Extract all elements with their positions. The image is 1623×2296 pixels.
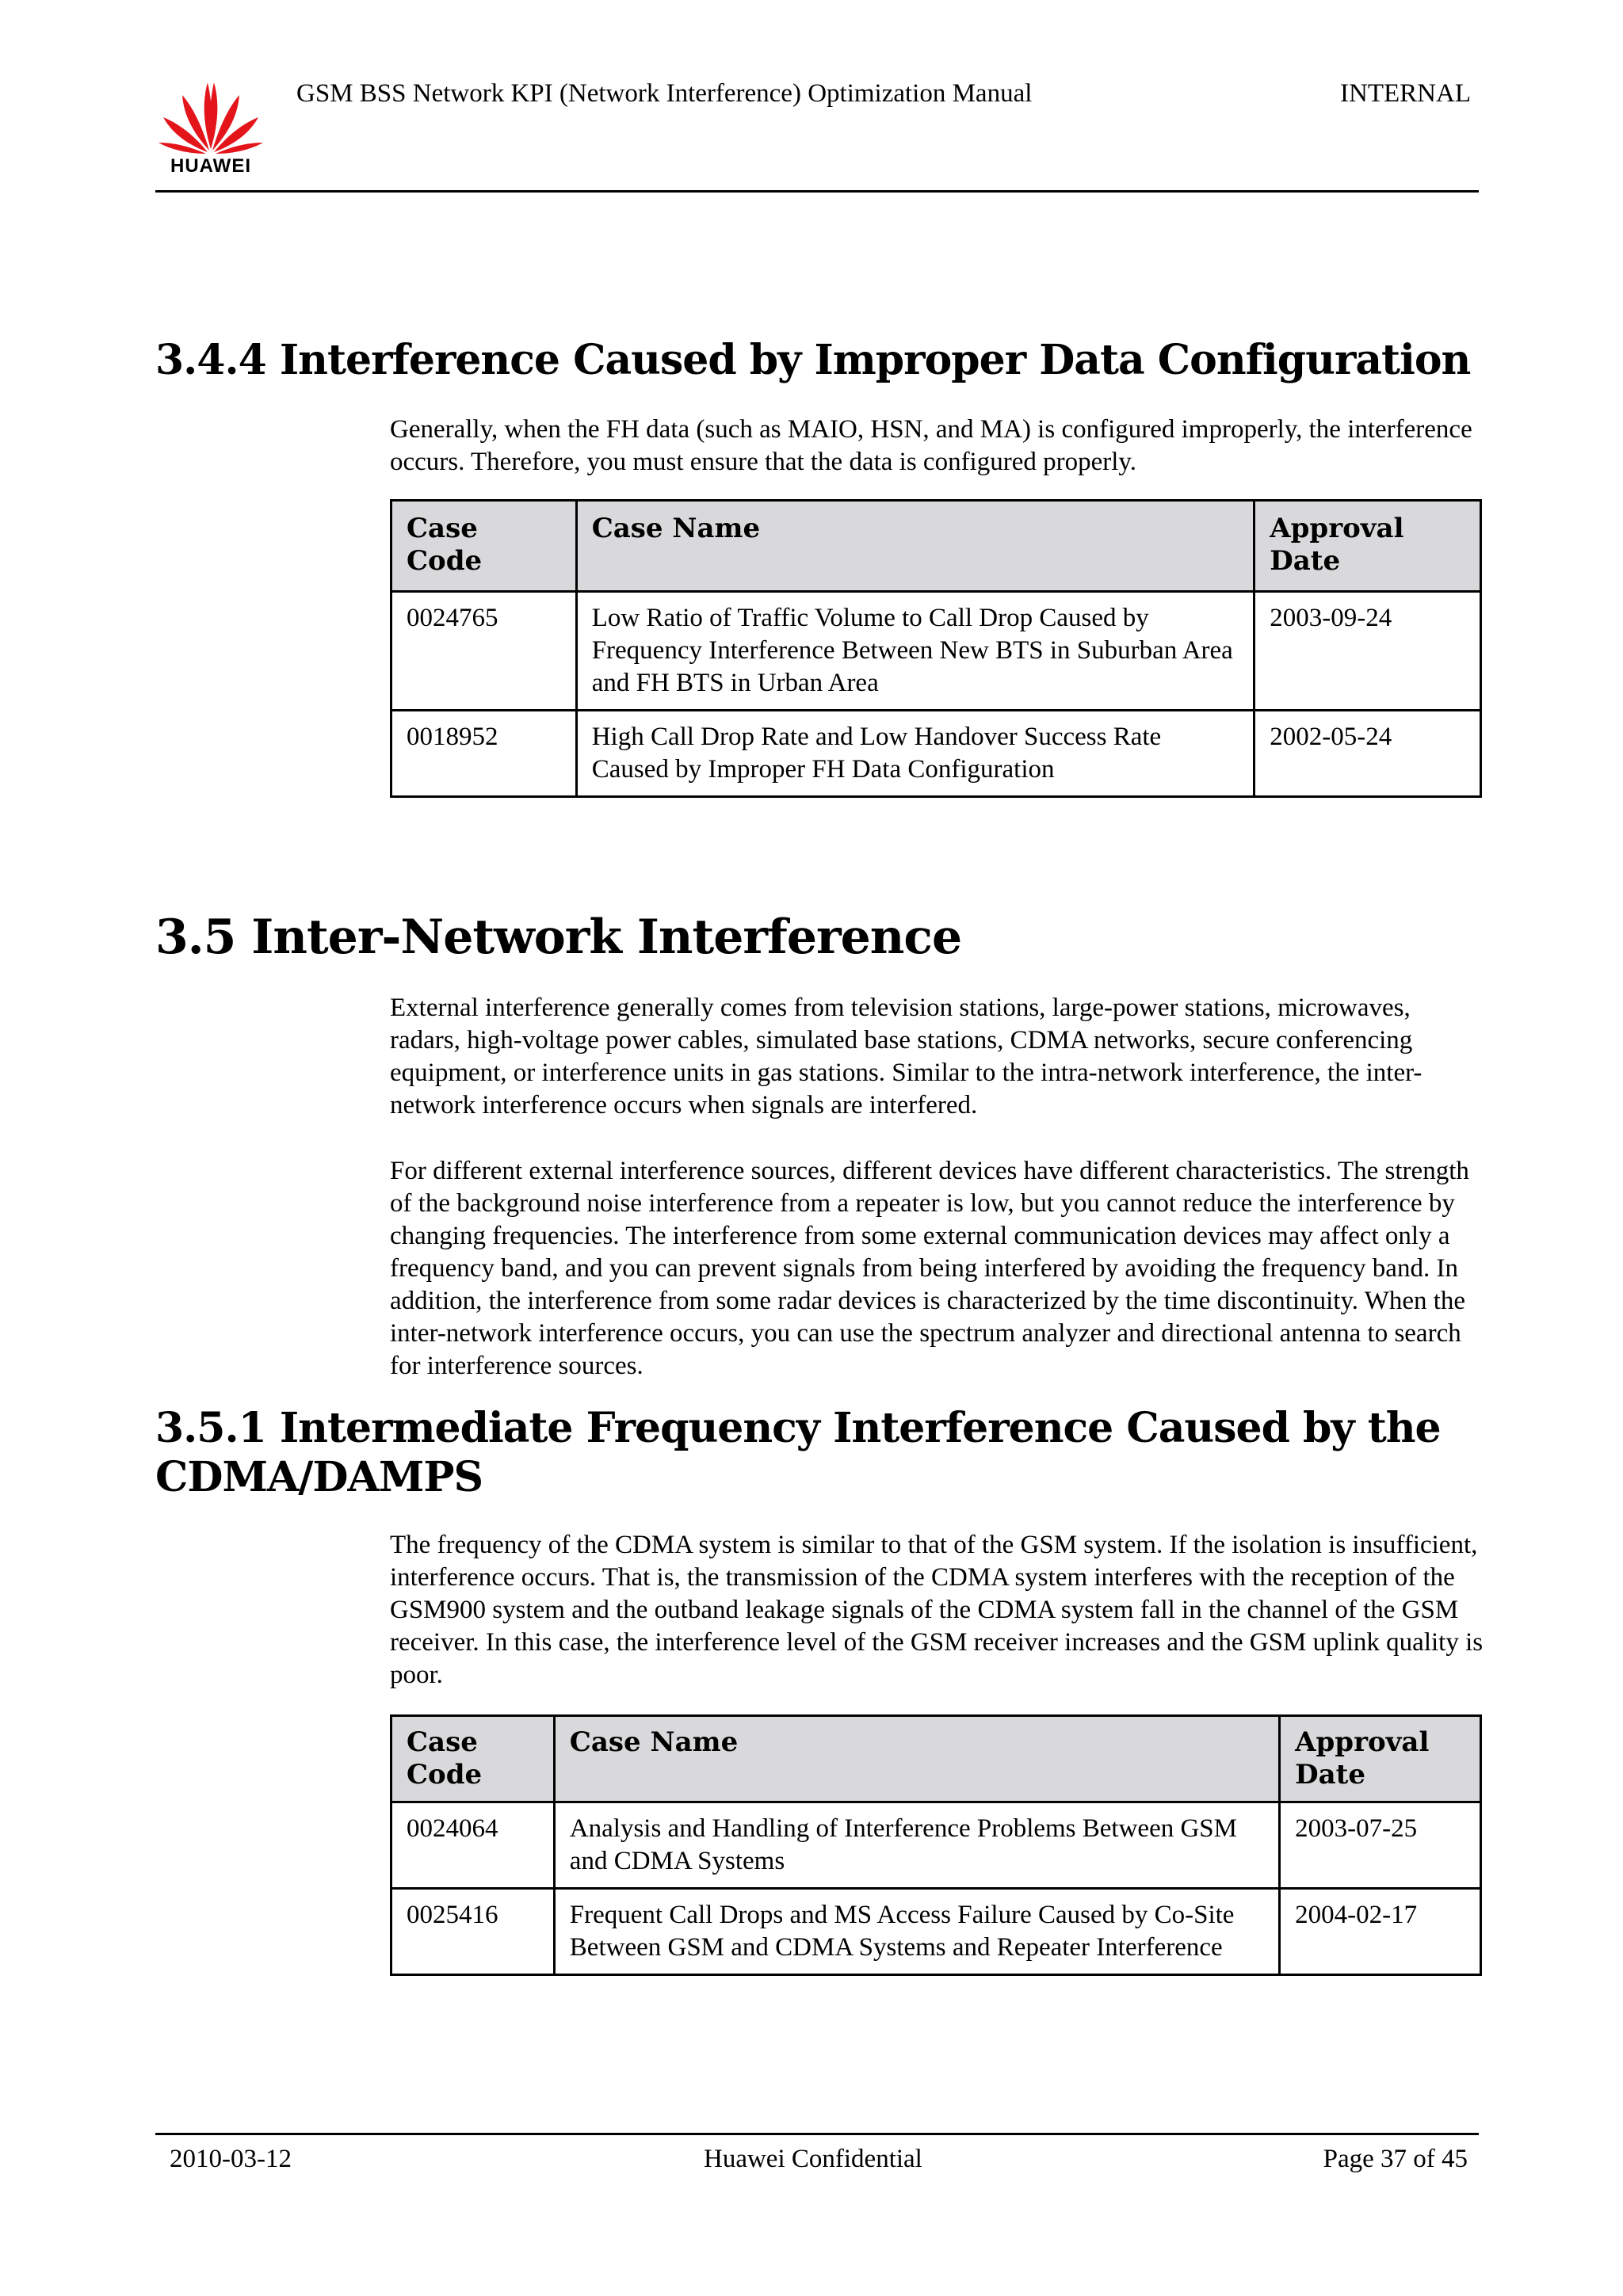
footer-page-number: Page 37 of 45 [1323, 2145, 1468, 2173]
case-name-cell: Low Ratio of Traffic Volume to Call Drop Caused by Frequency Interference Between New BTS in Suburban Area and FH BTS in Urban Area [576, 592, 1254, 711]
column-header-case-code: Case Code [391, 1716, 555, 1802]
document-title: GSM BSS Network KPI (Network Interference) Optimization Manual [296, 79, 1033, 108]
footer-date: 2010-03-12 [170, 2145, 292, 2173]
section-3-5-1-paragraph: The frequency of the CDMA system is similar to that of the GSM system. If the isolation is insufficient, interference occurs. That is, the transmission of the CDMA system interferes with the reception of the GSM900 system and the outband leakage signals of the CDMA system fall in the channel of the GSM receiver. In this case, the interference level of the GSM receiver increases and the GSM uplink quality is poor. [390, 1531, 1484, 1689]
footer-confidential: Huawei Confidential [704, 2145, 922, 2173]
case-name-cell: Frequent Call Drops and MS Access Failure Caused by Co-Site Between GSM and CDMA Systems and Repeater Interference [554, 1889, 1279, 1975]
approval-date-cell: 2003-07-25 [1280, 1802, 1481, 1889]
case-name-cell: High Call Drop Rate and Low Handover Success Rate Caused by Improper FH Data Configuration [576, 711, 1254, 797]
huawei-logo [155, 73, 266, 177]
section-heading-3-4-4: 3.4.4 Interference Caused by Improper Data Configuration [155, 336, 1471, 384]
classification-label: INTERNAL [1340, 79, 1471, 108]
case-table-3-5-1 [390, 1714, 1482, 1976]
section-3-5-paragraph-2: For different external interference sources, different devices have different characteristics. The strength of the background noise interference from a repeater is low, but you cannot reduce the interference by changing frequencies. The interference from some external communication devices may affect only a frequency band, and you can prevent signals from being interfered by avoiding the frequency band. In addition, the interference from some radar devices is characterized by the time discontinuity. When the inter-network interference occurs, you can use the spectrum analyzer and directional antenna to search for interference sources. [390, 1157, 1469, 1380]
section-heading-3-5-1: 3.5.1 Intermediate Frequency Interference Caused by the CDMA/DAMPS [155, 1404, 1441, 1501]
case-table-3-4-4 [390, 499, 1482, 798]
approval-date-cell: 2003-09-24 [1254, 592, 1481, 711]
column-header-approval-date: Approval Date [1254, 501, 1481, 592]
approval-date-cell: 2004-02-17 [1280, 1889, 1481, 1975]
section-3-4-4-paragraph: Generally, when the FH data (such as MAIO, HSN, and MA) is configured improperly, the interference occurs. Therefore, you must ensure that the data is configured properly. [390, 415, 1472, 476]
case-code-cell: 0024064 [391, 1802, 555, 1889]
case-name-cell: Analysis and Handling of Interference Problems Between GSM and CDMA Systems [554, 1802, 1279, 1889]
column-header-case-code: Case Code [391, 501, 577, 592]
case-code-cell: 0024765 [391, 592, 577, 711]
table-header-row [391, 1716, 1481, 1802]
table-header-row [391, 501, 1481, 592]
column-header-case-name: Case Name [554, 1716, 1279, 1802]
section-heading-3-5: 3.5 Inter-Network Interference [155, 910, 962, 965]
page-footer [155, 2133, 1479, 2183]
case-code-cell: 0018952 [391, 711, 577, 797]
page-header [155, 73, 1479, 193]
table-row [391, 592, 1481, 711]
logo-text: HUAWEI [170, 155, 251, 177]
table-row [391, 1889, 1481, 1975]
case-code-cell: 0025416 [391, 1889, 555, 1975]
column-header-approval-date: Approval Date [1280, 1716, 1481, 1802]
section-3-5-paragraph-1: External interference generally comes from television stations, large-power stations, microwaves, radars, high-voltage power cables, simulated base stations, CDMA networks, secure conferencing equipment, or interference units in gas stations. Similar to the intra-network interference, the inter-network interference occurs when signals are interfered. [390, 994, 1423, 1119]
table-row [391, 711, 1481, 797]
approval-date-cell: 2002-05-24 [1254, 711, 1481, 797]
column-header-case-name: Case Name [576, 501, 1254, 592]
table-row [391, 1802, 1481, 1889]
huawei-petal-icon [155, 73, 266, 155]
